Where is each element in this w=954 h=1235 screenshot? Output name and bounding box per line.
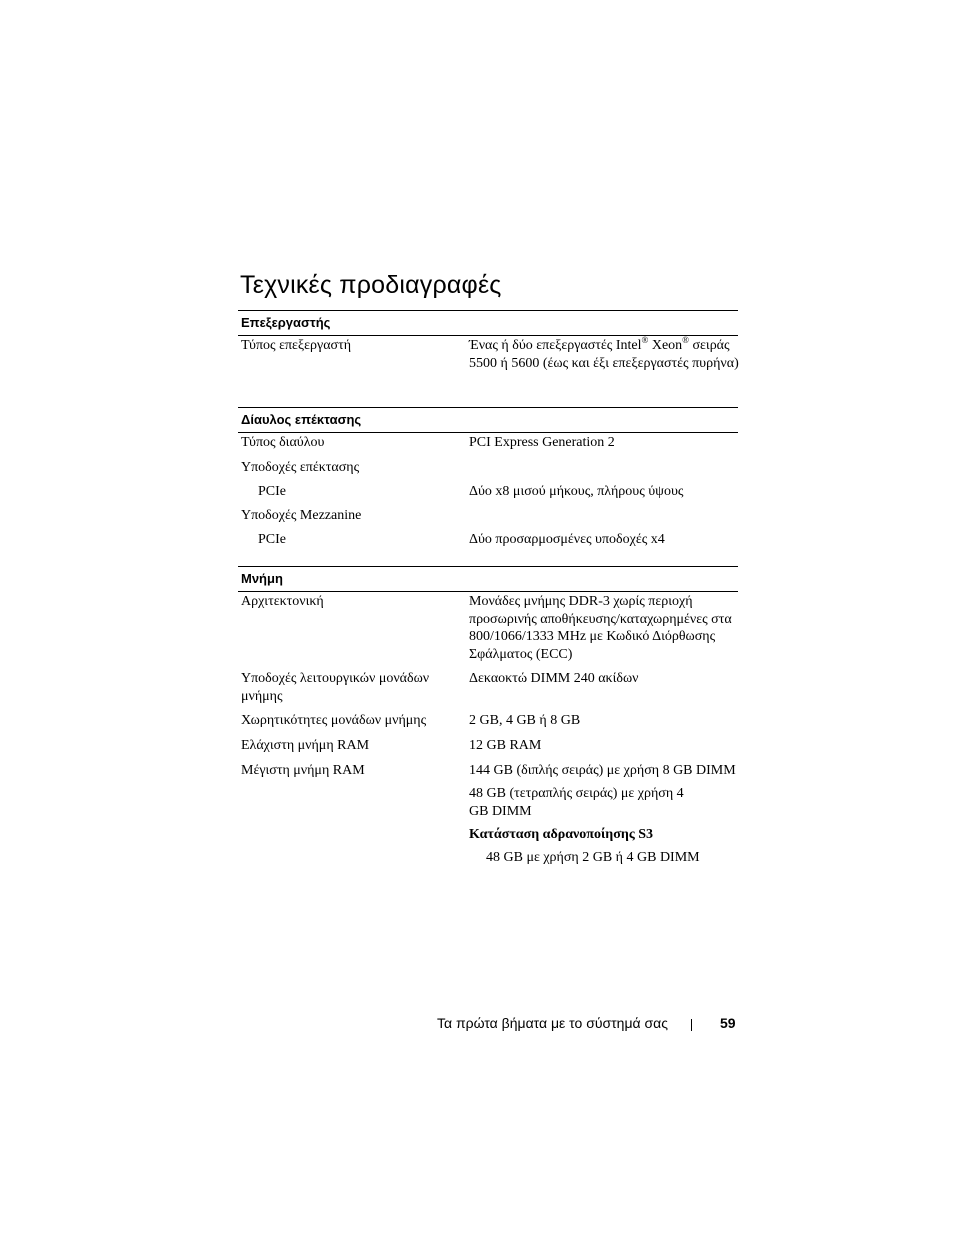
- spec-value-processor-type: Ένας ή δύο επεξεργαστές Intel® Xeon® σειράς 5500 ή 5600 (έως και έξι επεξεργαστές πυρήνα): [469, 335, 739, 371]
- spec-label-module-capacities: Χωρητικότητες μονάδων μνήμης: [241, 713, 427, 728]
- spec-value-max-ram-dual-rank: 144 GB (διπλής σειράς) με χρήση 8 GB DIMM: [469, 763, 736, 778]
- page-number: 59: [720, 1015, 736, 1031]
- section-heading-label: Μνήμη: [241, 571, 283, 586]
- spec-label-min-ram: Ελάχιστη μνήμη RAM: [241, 738, 370, 753]
- spec-value-min-ram: 12 GB RAM: [469, 738, 542, 753]
- spec-value-pcie-mezzanine: Δύο προσαρμοσμένες υποδοχές x4: [469, 532, 665, 547]
- spec-label-mezzanine-slots: Υποδοχές Mezzanine: [241, 508, 362, 523]
- section-heading-expansion-bus: [238, 407, 738, 433]
- spec-value-pcie: Δύο x8 μισού μήκους, πλήρους ύψους: [469, 484, 684, 499]
- page-title: Τεχνικές προδιαγραφές: [240, 270, 502, 299]
- spec-value-max-ram-quad-rank: 48 GB (τετραπλής σειράς) με χρήση 4 GB DIMM: [469, 786, 684, 819]
- registered-mark: ®: [641, 335, 649, 345]
- footer-chapter-title: Τα πρώτα βήματα με το σύστημά σας: [437, 1015, 668, 1031]
- section-heading-processor: [238, 310, 738, 336]
- spec-value-architecture: Μονάδες μνήμης DDR-3 χωρίς περιοχή προσωρινής αποθήκευσης/καταχωρημένες στα 800/1066/1333 MHz με Κωδικό Διόρθωσης Σφάλματος (ECC): [469, 594, 732, 662]
- spec-label-pcie-mezzanine: PCIe: [258, 532, 286, 547]
- spec-value-bus-type: PCI Express Generation 2: [469, 435, 615, 450]
- spec-label-bus-type: Τύπος διαύλου: [241, 435, 325, 450]
- spec-value-s3-memory: 48 GB με χρήση 2 GB ή 4 GB DIMM: [486, 850, 700, 865]
- section-heading-label: Επεξεργαστής: [241, 315, 331, 330]
- spec-label-architecture: Αρχιτεκτονική: [241, 594, 324, 609]
- spec-value-module-capacities: 2 GB, 4 GB ή 8 GB: [469, 713, 581, 728]
- spec-label-memory-slots: Υποδοχές λειτουργικών μονάδων μνήμης: [241, 671, 430, 704]
- spec-label-processor-type: Τύπος επεξεργαστή: [241, 338, 352, 353]
- spec-label-pcie: PCIe: [258, 484, 286, 499]
- spec-value-memory-slots: Δεκαοκτώ DIMM 240 ακίδων: [469, 671, 639, 686]
- footer-divider: [691, 1019, 692, 1031]
- section-heading-label: Δίαυλος επέκτασης: [241, 412, 362, 427]
- spec-label-expansion-slots: Υποδοχές επέκτασης: [241, 460, 360, 475]
- section-heading-memory: [238, 566, 738, 592]
- registered-mark: ®: [682, 335, 689, 345]
- spec-value-s3-heading: Κατάσταση αδρανοποίησης S3: [469, 827, 654, 842]
- spec-label-max-ram: Μέγιστη μνήμη RAM: [241, 763, 365, 778]
